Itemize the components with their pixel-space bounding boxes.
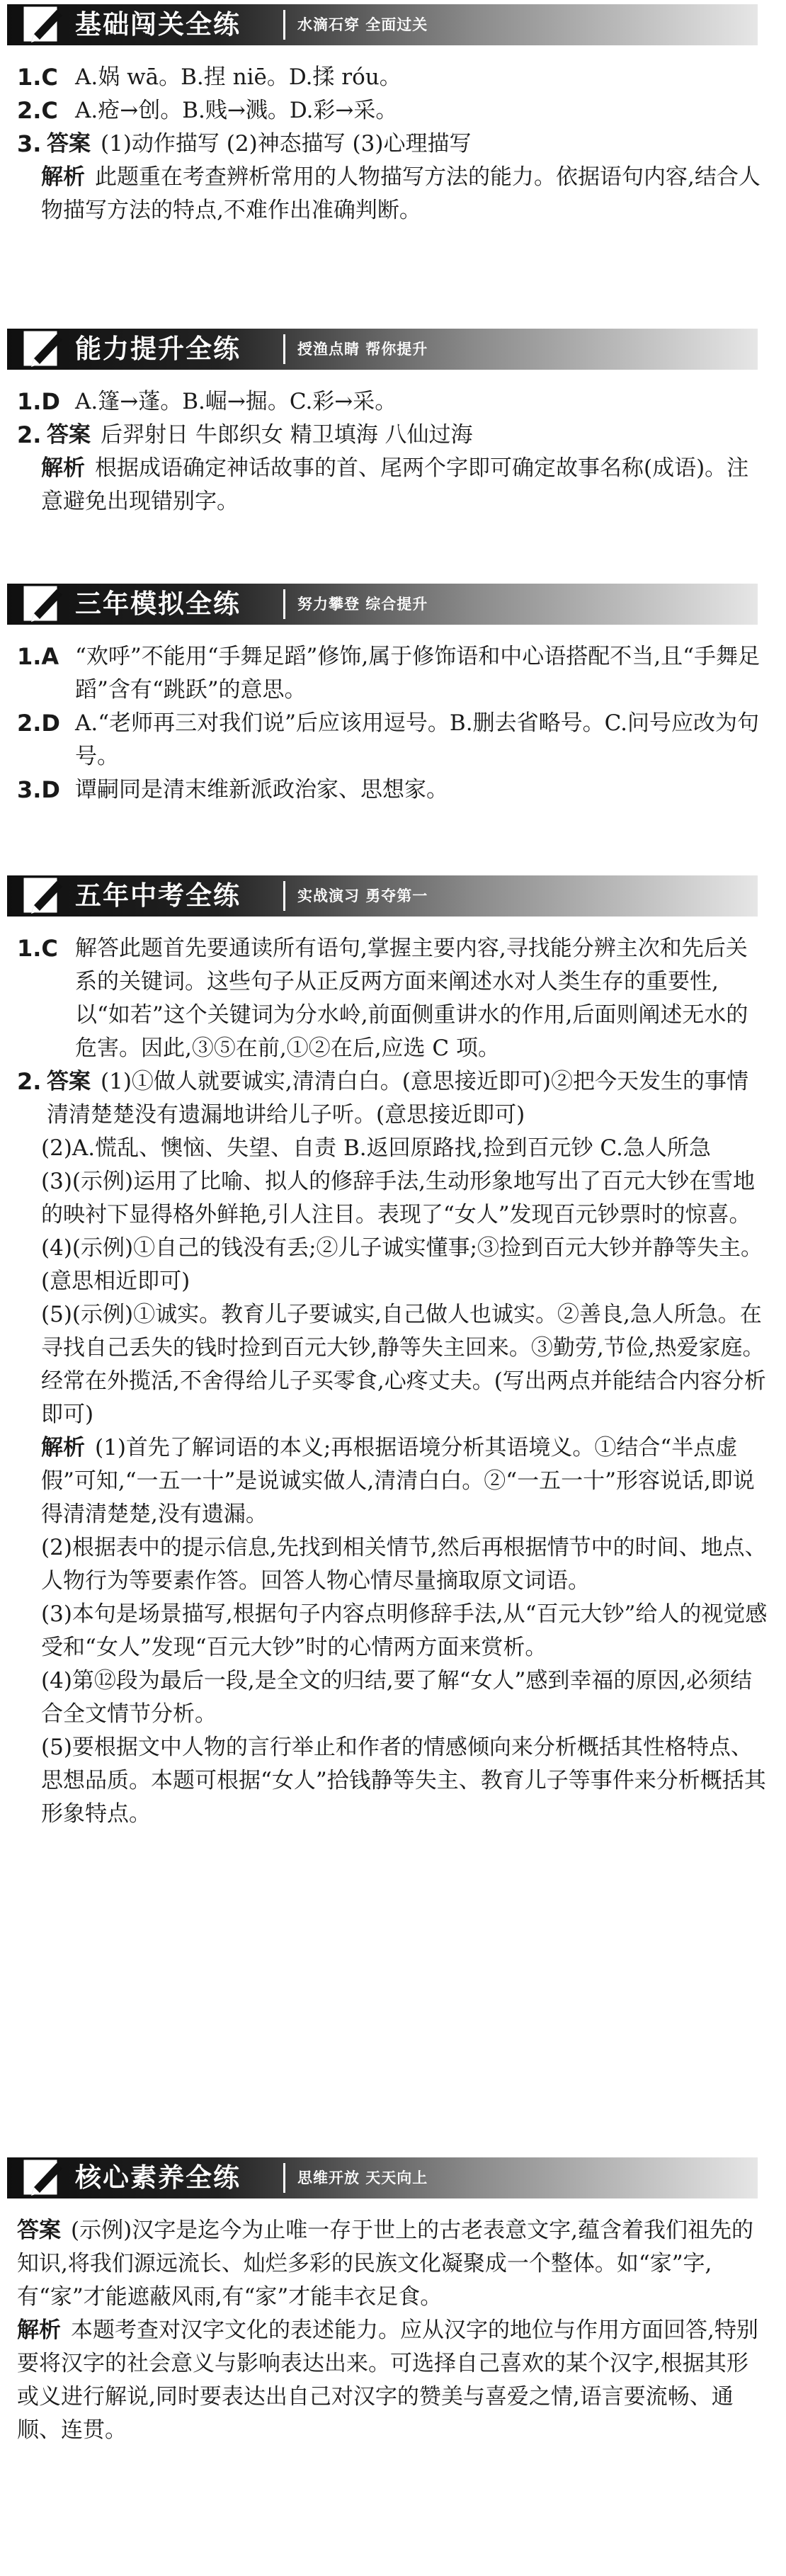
section-five-year bbox=[0, 871, 786, 1831]
pencil-icon bbox=[21, 2156, 67, 2200]
item-number: 1.C bbox=[17, 64, 58, 91]
answer-item bbox=[17, 1065, 769, 1132]
analysis-text: 此题重在考查辨析常用的人物描写方法的能力。依据语句内容,结合人物描写方法的特点,不难作出准确判断。 bbox=[41, 164, 761, 223]
analysis-text: 本题考查对汉字文化的表述能力。应从汉字的地位与作用方面回答,特别要将汉字的社会意义与影响表达出来。可选择自己喜欢的某个汉字,根据其形或义进行解说,同时要表达出自己对汉字的赞美与喜爱之情,语言要流畅、通顺、连贯。 bbox=[17, 2317, 758, 2443]
section-header bbox=[0, 0, 786, 50]
section-body bbox=[0, 2203, 786, 2447]
section-basic bbox=[0, 0, 786, 227]
section-title: 核心素养全练 bbox=[75, 2162, 241, 2193]
item-number: 3.D bbox=[17, 776, 60, 803]
section-header bbox=[0, 871, 786, 921]
analysis-paragraph bbox=[17, 161, 769, 227]
answer-label: 答案 bbox=[47, 1069, 91, 1094]
answer-item bbox=[17, 385, 769, 419]
section-subtitle: 实战演习 勇夺第一 bbox=[297, 887, 428, 904]
answer-item bbox=[17, 707, 769, 773]
answer-label: 答案 bbox=[17, 2218, 61, 2243]
item-number: 1.C bbox=[17, 935, 58, 962]
answer-part: (2)A.慌乱、懊恼、失望、自责 B.返回原路找,捡到百元钞 C.急人所急 bbox=[41, 1135, 711, 1161]
item-number: 2. bbox=[17, 421, 42, 448]
section-core-literacy bbox=[0, 2153, 786, 2447]
section-body bbox=[0, 374, 786, 518]
item-number: 2.D bbox=[17, 710, 60, 737]
section-subtitle: 授渔点睛 帮你提升 bbox=[297, 341, 428, 358]
item-text: A.疮→创。B.贱→溅。D.彩→采。 bbox=[75, 98, 398, 123]
answer-paragraph bbox=[17, 2214, 769, 2314]
answer-item bbox=[17, 932, 769, 1065]
analysis-label: 解析 bbox=[41, 1435, 85, 1460]
analysis-paragraph bbox=[17, 1431, 769, 1531]
section-subtitle: 思维开放 天天向上 bbox=[297, 2169, 428, 2186]
analysis-text: (1)首先了解词语的本义;再根据语境分析其语境义。①结合“半点虚假”可知,“一五一十”是说诚实做人,清清白白。②“一五一十”形容说话,即说得清清楚楚,没有遗漏。 bbox=[41, 1435, 755, 1527]
section-header bbox=[0, 324, 786, 374]
analysis-part: (4)第⑫段为最后一段,是全文的归结,要了解“女人”感到幸福的原因,必须结合全文情节分析。 bbox=[41, 1668, 753, 1727]
section-body bbox=[0, 629, 786, 807]
answer-part: (4)(示例)①自己的钱没有丢;②儿子诚实懂事;③捡到百元大钞并静等失主。(意思相近即可) bbox=[41, 1235, 763, 1294]
answer-item bbox=[17, 127, 769, 161]
pencil-icon bbox=[21, 582, 67, 626]
header-divider bbox=[283, 2163, 285, 2193]
answer-item bbox=[17, 94, 769, 127]
pencil-icon bbox=[21, 3, 67, 47]
item-text: (1)动作描写 (2)神态描写 (3)心理描写 bbox=[101, 131, 472, 157]
analysis-paragraph bbox=[17, 452, 769, 518]
header-divider bbox=[283, 589, 285, 619]
analysis-label: 解析 bbox=[17, 2317, 61, 2343]
answer-label: 答案 bbox=[47, 422, 91, 448]
header-divider bbox=[283, 10, 285, 40]
item-text: A.“老师再三对我们说”后应该用逗号。B.删去省略号。C.问号应改为句号。 bbox=[75, 710, 760, 769]
item-text: 谭嗣同是清末维新派政治家、思想家。 bbox=[75, 777, 448, 802]
answer-item bbox=[17, 419, 769, 452]
section-header bbox=[0, 2153, 786, 2203]
item-number: 3. bbox=[17, 130, 42, 157]
item-text: (1)①做人就要诚实,清清白白。(意思接近即可)②把今天发生的事情清清楚楚没有遗漏地讲给儿子听。(意思接近即可) bbox=[47, 1069, 748, 1128]
section-title: 五年中考全练 bbox=[75, 880, 241, 911]
header-divider bbox=[283, 334, 285, 364]
section-title: 三年模拟全练 bbox=[75, 589, 241, 619]
analysis-label: 解析 bbox=[41, 455, 85, 481]
item-text: A.篷→蓬。B.崛→掘。C.彩→采。 bbox=[75, 389, 397, 414]
analysis-paragraph bbox=[17, 2314, 769, 2447]
answer-item bbox=[17, 773, 769, 807]
item-text: 后羿射日 牛郎织女 精卫填海 八仙过海 bbox=[101, 422, 473, 448]
analysis-label: 解析 bbox=[41, 164, 85, 190]
section-header bbox=[0, 579, 786, 629]
section-body bbox=[0, 50, 786, 227]
header-divider bbox=[283, 881, 285, 911]
analysis-part: (5)要根据文中人物的言行举止和作者的情感倾向来分析概括其性格特点、思想品质。本题可根据“女人”拾钱静等失主、教育儿子等事件来分析概括其形象特点。 bbox=[41, 1735, 766, 1827]
answer-part: (3)(示例)运用了比喻、拟人的修辞手法,生动形象地写出了百元大钞在雪地的映衬下显得格外鲜艳,引人注目。表现了“女人”发现百元钞票时的惊喜。 bbox=[41, 1169, 755, 1227]
analysis-part: (3)本句是场景描写,根据句子内容点明修辞手法,从“百元大钞”给人的视觉感受和“女人”发现“百元大钞”时的心情两方面来赏析。 bbox=[41, 1601, 768, 1660]
analysis-part: (2)根据表中的提示信息,先找到相关情节,然后再根据情节中的时间、地点、人物行为等要素作答。回答人物心情尽量摘取原文词语。 bbox=[41, 1535, 767, 1594]
section-ability bbox=[0, 324, 786, 518]
answer-item bbox=[17, 640, 769, 707]
pencil-icon bbox=[21, 874, 67, 918]
answer-item bbox=[17, 61, 769, 94]
pencil-icon bbox=[21, 327, 67, 371]
item-number: 1.A bbox=[17, 643, 59, 670]
section-subtitle: 努力攀登 综合提升 bbox=[297, 596, 428, 613]
answer-part: (5)(示例)①诚实。教育儿子要诚实,自己做人也诚实。②善良,急人所急。在寻找自己丢失的钱时捡到百元大钞,静等失主回来。③勤劳,节俭,热爱家庭。经常在外揽活,不舍得给儿子买零食,心疼丈夫。(写出两点并能结合内容分析即可) bbox=[41, 1302, 766, 1427]
section-body bbox=[0, 921, 786, 1831]
analysis-text: 根据成语确定神话故事的首、尾两个字即可确定故事名称(成语)。注意避免出现错别字。 bbox=[41, 455, 749, 514]
answer-text: (示例)汉字是迄今为止唯一存于世上的古老表意文字,蕴含着我们祖先的知识,将我们源远流长、灿烂多彩的民族文化凝聚成一个整体。如“家”字,有“家”才能遮蔽风雨,有“家”才能丰衣足食。 bbox=[17, 2218, 754, 2310]
item-number: 2. bbox=[17, 1068, 42, 1095]
section-subtitle: 水滴石穿 全面过关 bbox=[297, 16, 428, 33]
item-number: 2.C bbox=[17, 97, 58, 124]
item-number: 1.D bbox=[17, 388, 60, 415]
answer-label: 答案 bbox=[47, 131, 91, 157]
section-title: 基础闯关全练 bbox=[75, 9, 241, 40]
section-title: 能力提升全练 bbox=[75, 334, 241, 364]
item-text: “欢呼”不能用“手舞足蹈”修饰,属于修饰语和中心语搭配不当,且“手舞足蹈”含有“跳跃”的意思。 bbox=[75, 644, 760, 703]
section-three-year bbox=[0, 579, 786, 807]
item-text: A.娲 wā。B.捏 niē。D.揉 róu。 bbox=[75, 64, 401, 90]
item-text: 解答此题首先要通读所有语句,掌握主要内容,寻找能分辨主次和先后关系的关键词。这些句子从正反两方面来阐述水对人类生存的重要性,以“如若”这个关键词为分水岭,前面侧重讲水的作用,后面则阐述无水的危害。因此,③⑤在前,①②在后,应选 C 项。 bbox=[75, 936, 748, 1061]
